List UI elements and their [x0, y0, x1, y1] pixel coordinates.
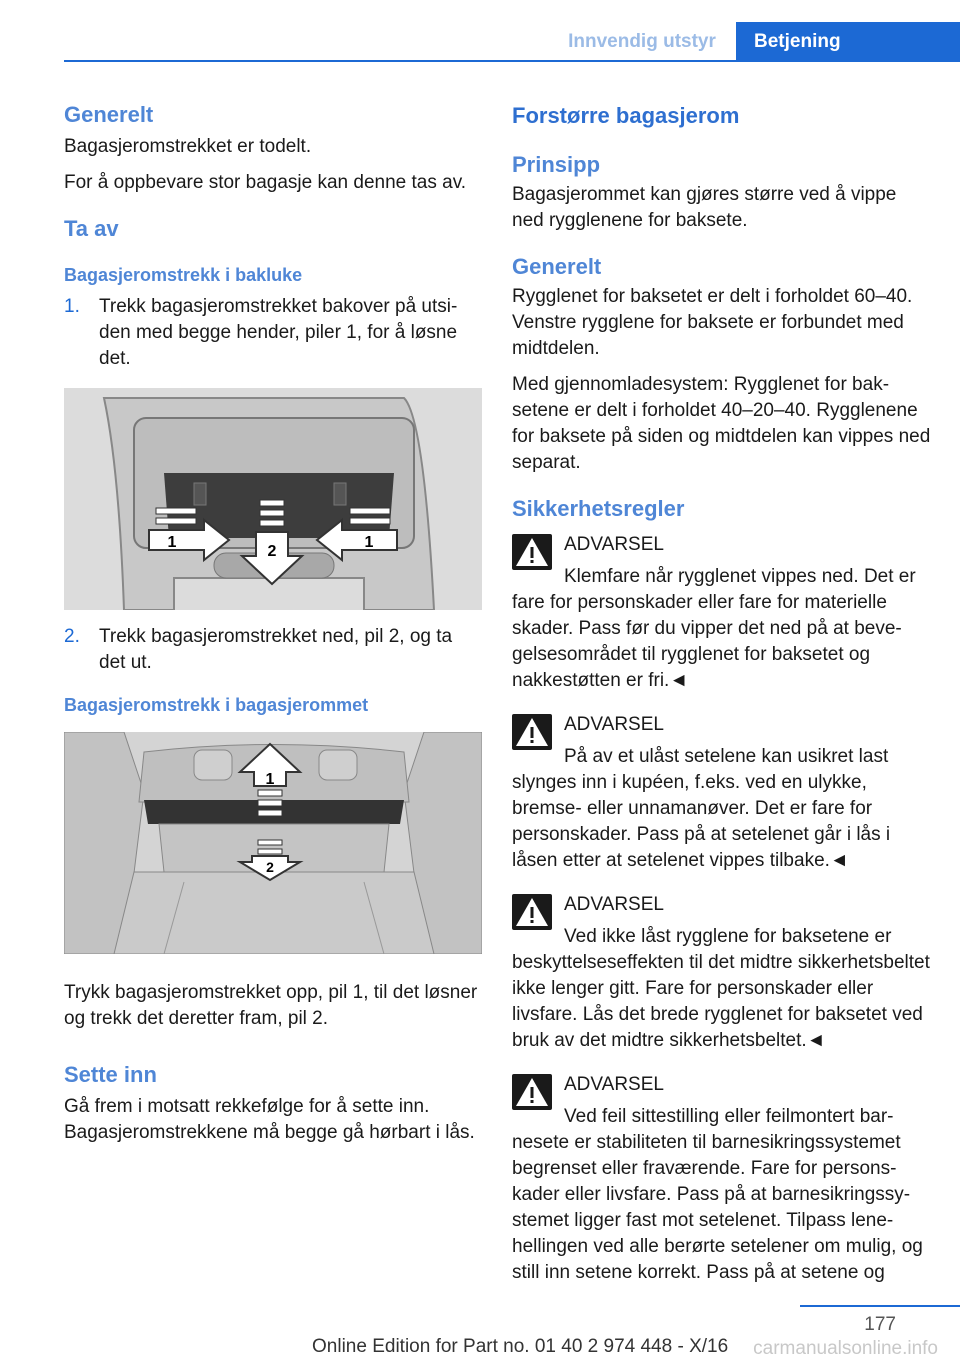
generelt-text-1: Bagasjeromstrekket er todelt. [64, 136, 312, 157]
bakluke-heading: Bagasjeromstrekk i bakluke [64, 265, 303, 285]
ta-av-heading: Ta av [64, 216, 119, 241]
footer-rule [800, 1305, 960, 1307]
prinsipp-heading: Prinsipp [512, 152, 601, 177]
warning-block [512, 892, 932, 1054]
list-item-step-1 [64, 294, 482, 372]
generelt-right-heading: Generelt [512, 254, 602, 279]
arrow-label: 2 [266, 859, 274, 875]
warning-icon [512, 534, 552, 570]
generelt-right-text-2: Med gjennomladesystem: Rygglenet for baksetene er delt i forholdet 40–20–40. Rygglenene for baksete på siden og midtdelen kan vippes ned separat. [512, 374, 931, 473]
warning-text: Ved ikke låst rygglene for baksetene er beskyttelseseffekten til det midtre sikkerhetsbeltet ikke lenger gitt. Fare for personskader eller livsfare. Lås det brede rygglenet for baksetet ved bruk av det midtre sikkerhetsbeltet.◄ [512, 926, 930, 1051]
luggage-compartment-illustration [64, 732, 482, 954]
arrow-label: 1 [167, 534, 177, 551]
bagasjerom-text: Trykk bagasjeromstrekket opp, pil 1, til det løsner og trekk det deretter fram, pil 2. [64, 982, 478, 1029]
tab-innvendig-utstyr[interactable]: Innvendig utstyr [548, 22, 736, 62]
step-text: Trekk bagasjeromstrekket ned, pil 2, og ta det ut. [99, 626, 453, 673]
prinsipp-text: Bagasjerommet kan gjøres større ved å vippe ned rygglenene for baksete. [512, 184, 897, 231]
edition-line: Online Edition for Part no. 01 40 2 974 448 - X/16 [312, 1336, 729, 1357]
bagasjerom-heading: Bagasjeromstrekk i bagasjerommet [64, 695, 369, 715]
warning-block [512, 532, 932, 694]
step-number: 2. [64, 626, 80, 647]
arrow-label: 1 [265, 771, 275, 788]
warning-icon [512, 714, 552, 750]
arrow-label: 1 [364, 534, 374, 551]
generelt-right-text-1: Rygglenet for baksetet er delt i forholdet 60–40. Venstre rygglene for baksete er forbundet med midtdelen. [512, 286, 913, 359]
step-number: 1. [64, 296, 80, 317]
forstorre-heading: Forstørre bagasjerom [512, 103, 740, 128]
warning-icon [512, 1074, 552, 1110]
generelt-text-2: For å oppbevare stor bagasje kan denne tas av. [64, 172, 467, 193]
sette-inn-text: Gå frem i motsatt rekkefølge for å sette inn. Bagasjeromstrekkene må begge gå hørbart i lås. [64, 1096, 475, 1143]
warning-block [512, 1072, 932, 1286]
warning-title: ADVARSEL [564, 894, 664, 915]
watermark: carmanualsonline.info [753, 1338, 938, 1359]
page-number: 177 [864, 1314, 896, 1335]
warning-title: ADVARSEL [564, 534, 664, 555]
arrow-label: 2 [267, 543, 277, 560]
right-column [512, 100, 932, 1286]
left-column [64, 100, 482, 1146]
warning-icon [512, 894, 552, 930]
warning-text: Ved feil sittestilling eller feilmontert barnesete er stabiliteten til barnesikringssystemet begrenset eller fraværende. Fare for personskader eller livsfare. Pass på at barnesikringssystemet ligger fast mot setelenet. Tilpass lenehellingen ved alle berørte setelener om mulig, og still inn setene korrekt. Pass på at setene og [512, 1106, 923, 1283]
warning-text: Klemfare når rygglenet vippes ned. Det er fare for personskader eller fare for materielle skader. Pass før du vipper det ned på at bevegelsesområdet til rygglenet for baksetet og nakkestøtten er fri.◄ [512, 566, 916, 691]
header-rule [64, 60, 960, 62]
sette-inn-heading: Sette inn [64, 1062, 157, 1087]
generelt-heading: Generelt [64, 102, 154, 127]
tab-betjening[interactable]: Betjening [736, 22, 960, 62]
step-text: Trekk bagasjeromstrekket bakover på utsiden med begge hender, piler 1, for å løsne det. [99, 296, 458, 369]
warning-title: ADVARSEL [564, 714, 664, 735]
warning-title: ADVARSEL [564, 1074, 664, 1095]
warning-text: På av et ulåst setelene kan usikret last slynges inn i kupéen, f.eks. ved en ulykke, bremse- eller unnamanøver. Det er fare for personskader. Pass på at setelenet går i lås i låsen etter at setelenet vippes tilbake.◄ [512, 746, 891, 871]
warning-block [512, 712, 932, 874]
tailgate-cover-illustration [64, 388, 482, 610]
list-item-step-2 [64, 624, 482, 676]
sikkerhet-heading: Sikkerhetsregler [512, 496, 685, 521]
